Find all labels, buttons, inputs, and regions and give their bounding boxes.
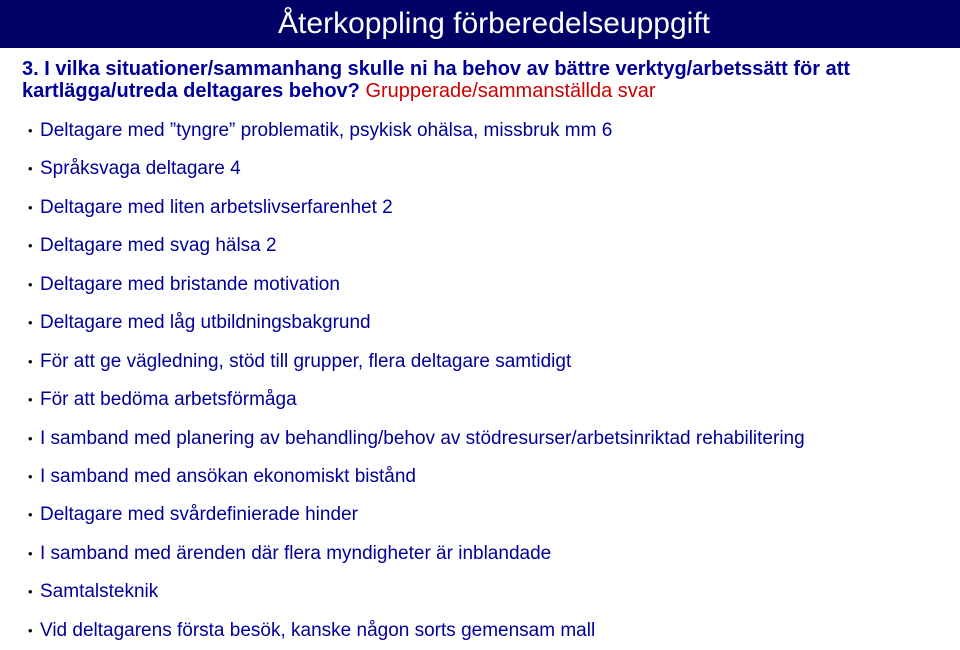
list-item-text: Språksvaga deltagare 4 xyxy=(40,158,241,180)
slide-title: Återkoppling förberedelseuppgift xyxy=(278,7,710,40)
list-item-text: För att bedöma arbetsförmåga xyxy=(40,389,297,411)
list-item xyxy=(28,150,805,188)
bullet-icon: • xyxy=(28,430,33,446)
bullet-icon: • xyxy=(28,622,33,638)
list-item-text: För att ge vägledning, stöd till grupper, flera deltagare samtidigt xyxy=(40,350,572,372)
list-item xyxy=(28,458,805,496)
list-item-text: I samband med ansökan ekonomiskt bistånd xyxy=(40,465,416,487)
list-item-text: I samband med planering av behandling/behov av stödresurser/arbetsinriktad rehabilitering xyxy=(40,427,805,449)
list-item xyxy=(28,112,805,150)
question-highlight: Grupperade/sammanställda svar xyxy=(365,80,656,102)
list-item-text: Deltagare med liten arbetslivserfarenhet 2 xyxy=(40,196,393,218)
bullet-icon: • xyxy=(28,468,33,484)
bullet-icon: • xyxy=(28,584,33,600)
bullet-icon: • xyxy=(28,353,33,369)
list-item xyxy=(28,343,805,381)
list-item-text: I samband med ärenden där flera myndigheter är inblandade xyxy=(40,542,552,564)
list-item xyxy=(28,573,805,611)
list-item-text: Deltagare med ”tyngre” problematik, psykisk ohälsa, missbruk mm 6 xyxy=(40,120,613,141)
bullet-icon: • xyxy=(28,276,33,292)
title-bar xyxy=(0,0,960,48)
list-item xyxy=(28,227,805,265)
list-item xyxy=(28,266,805,304)
bullet-icon: • xyxy=(28,123,33,138)
question-text xyxy=(22,58,942,102)
bullet-icon: • xyxy=(28,315,33,331)
list-item-text: Deltagare med bristande motivation xyxy=(40,273,340,295)
bullet-icon: • xyxy=(28,199,33,215)
question-main: 3. I vilka situationer/sammanhang skulle ni ha behov av bättre verktyg/arbetssätt för att kartlägga/utreda deltagares behov? xyxy=(22,58,851,102)
bullet-icon: • xyxy=(28,545,33,561)
list-item xyxy=(28,535,805,573)
list-item-text: Deltagare med låg utbildningsbakgrund xyxy=(40,312,371,334)
answer-list xyxy=(28,112,805,650)
bullet-icon: • xyxy=(28,392,33,408)
list-item xyxy=(28,496,805,534)
list-item xyxy=(28,304,805,342)
list-item-text: Vid deltagarens första besök, kanske någon sorts gemensam mall xyxy=(40,619,596,641)
bullet-icon: • xyxy=(28,238,33,254)
bullet-icon: • xyxy=(28,161,33,177)
list-item xyxy=(28,381,805,419)
list-item-text: Samtalsteknik xyxy=(40,581,159,603)
list-item-text: Deltagare med svårdefinierade hinder xyxy=(40,504,358,526)
bullet-icon: • xyxy=(28,507,33,523)
list-item xyxy=(28,420,805,458)
list-item xyxy=(28,189,805,227)
list-item xyxy=(28,612,805,650)
list-item-text: Deltagare med svag hälsa 2 xyxy=(40,235,277,257)
